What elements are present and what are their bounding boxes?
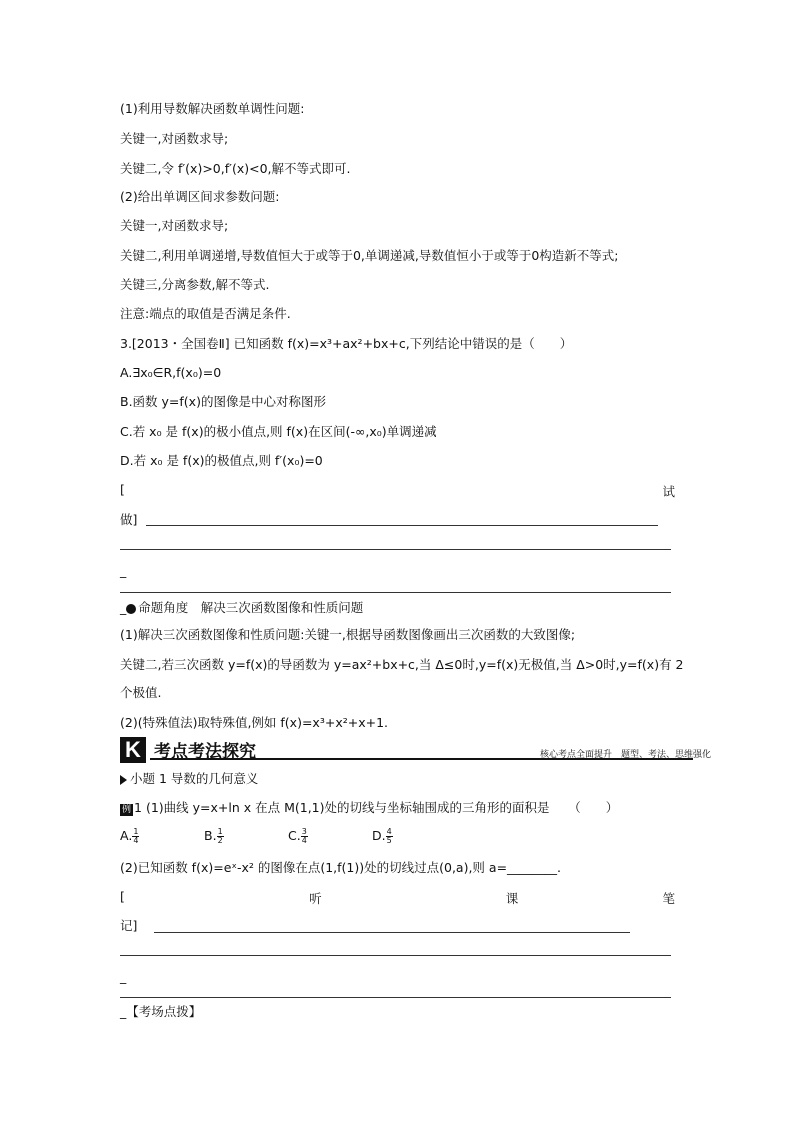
play-circle-icon [126, 604, 136, 614]
option-a: A.∃x₀∈R,f(x₀)=0 [120, 365, 222, 380]
text-line: 关键二,若三次函数 y=f(x)的导函数为 y=ax²+bx+c,当 Δ≤0时,y=f(x)无极值,当 Δ>0时,y=f(x)有 2 [120, 657, 684, 672]
text-line: (2)给出单调区间求参数问题: [120, 189, 280, 204]
answer-line [154, 932, 630, 933]
section-k-logo: K [120, 737, 146, 763]
text-line: (2)(特殊值法)取特殊值,例如 f(x)=x³+x²+x+1. [120, 715, 388, 730]
example-badge: 例 [122, 805, 132, 815]
try-bracket-row [120, 482, 675, 500]
answer-line [120, 592, 671, 593]
answer-line [120, 549, 671, 550]
text-line: 关键二,利用单调递增,导数值恒大于或等于0,单调递减,导数值恒小于或等于0构造新不等式; [120, 248, 619, 263]
text-line: 关键一,对函数求导; [120, 131, 229, 146]
answer-line [146, 525, 658, 526]
section-subtitle: 核心考点全面提升 题型、考法、思维强化 [540, 750, 712, 760]
bracket-open: [ [120, 482, 125, 497]
option-c: C.若 x₀ 是 f(x)的极小值点,则 f(x)在区间(-∞,x₀)单调递减 [120, 424, 437, 439]
text-line: 注意:端点的取值是否满足条件. [120, 306, 291, 321]
section-title: 考点考法探究 [154, 742, 256, 762]
option-b: B.函数 y=f(x)的图像是中心对称图形 [120, 394, 326, 409]
notes-bracket-row: [ 听 课 笔 [120, 889, 675, 906]
text-line: (1)利用导数解决函数单调性问题: [120, 101, 305, 116]
text-line: 个极值. [120, 685, 162, 700]
text-line: (1)解决三次函数图像和性质问题:关键一,根据导函数图像画出三次函数的大致图像; [120, 627, 576, 642]
triangle-icon [120, 775, 127, 785]
answer-line [120, 955, 671, 956]
angle-heading: _ 命题角度 解决三次函数图像和性质问题 [120, 600, 364, 615]
option-c-frac: C. $\frac{3}{4}$ [288, 827, 307, 845]
exam-tip-heading: _【考场点拨】 [120, 1004, 202, 1019]
example-1: 例 1 (1)曲线 y=x+ln x 在点 M(1,1)处的切线与坐标轴围成的三角形的面积是 （ ） [122, 800, 619, 815]
option-d: D.若 x₀ 是 f(x)的极值点,则 f′(x₀)=0 [120, 453, 323, 468]
text-line: 关键一,对函数求导; [120, 218, 229, 233]
option-b-frac: B. $\frac{1}{2}$ [204, 827, 223, 845]
notes-label: 记] [120, 918, 138, 933]
try-char: 试 [662, 484, 675, 499]
option-a-frac: A. $\frac{1}{4}$ [120, 827, 139, 845]
dash-mark: _ [120, 563, 127, 578]
topic-heading: 小题 1 导数的几何意义 [120, 771, 258, 787]
answer-line [120, 997, 671, 998]
example-1-part-2: (2)已知函数 f(x)=eˣ-x² 的图像在点(1,f(1))处的切线过点(0,a),则 a=________. [120, 860, 562, 875]
try-label: 做] [120, 512, 138, 527]
text-line: 关键二,令 f′(x)>0,f′(x)<0,解不等式即可. [120, 161, 351, 176]
text-line: 关键三,分离参数,解不等式. [120, 277, 270, 292]
option-d-frac: D. $\frac{4}{5}$ [372, 827, 392, 845]
dash-mark: _ [120, 969, 127, 984]
question-3: 3.[2013・全国卷Ⅱ] 已知函数 f(x)=x³+ax²+bx+c,下列结论中错误的是（ ） [120, 336, 573, 351]
